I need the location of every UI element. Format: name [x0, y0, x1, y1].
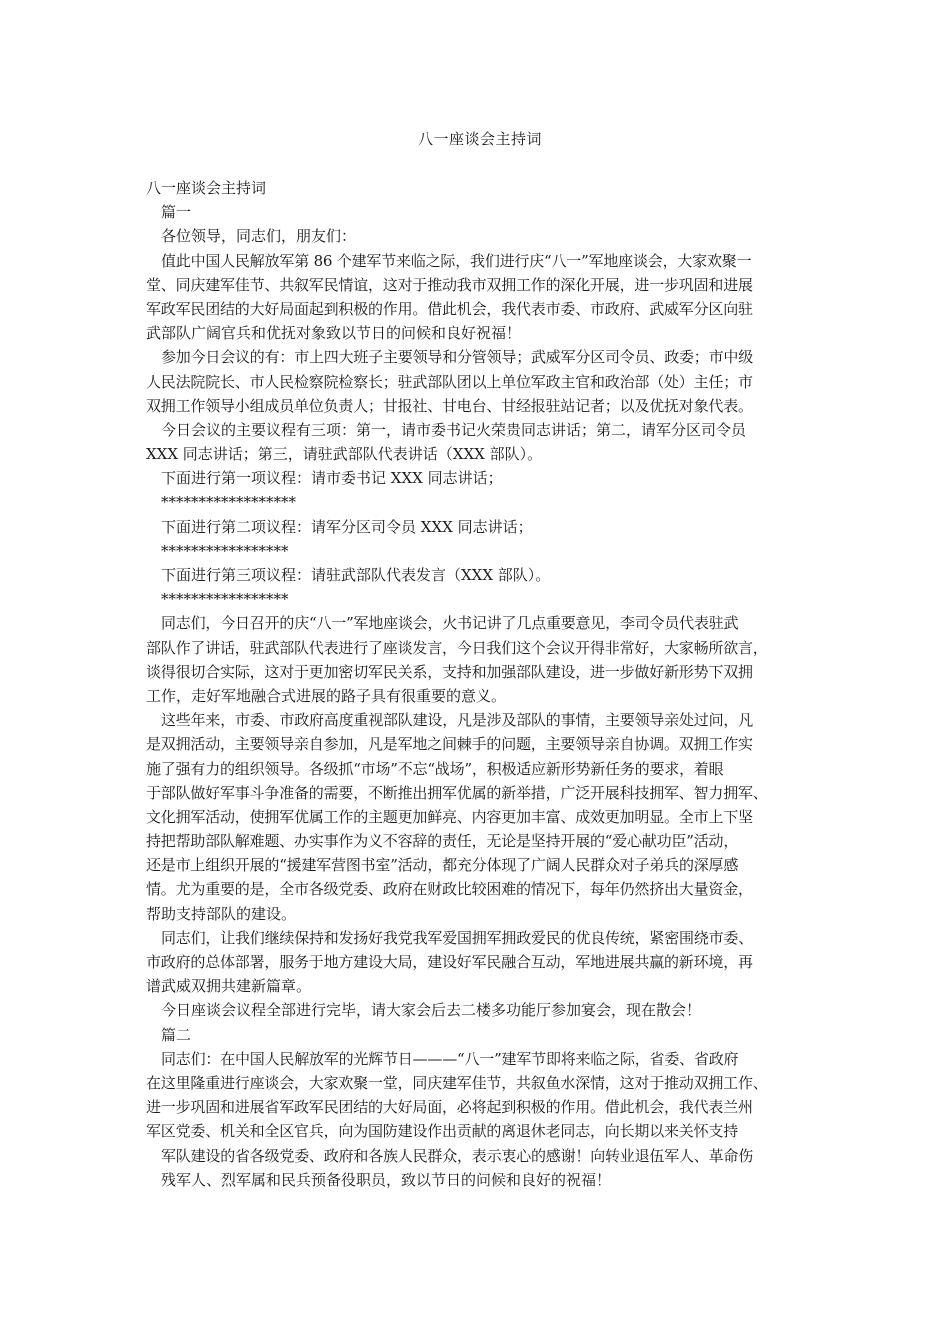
body-line: 各位领导，同志们，朋友们： — [161, 227, 357, 246]
body-line: 部队作了讲话，驻武部队代表进行了座谈发言，今日我们这个会议开得非常好，大家畅所欲言， — [146, 638, 768, 657]
body-line: 工作，走好军地融合式进展的路子具有很重要的意义。 — [146, 686, 507, 705]
body-line: 谱武威双拥共建新篇章。 — [146, 977, 312, 996]
body-line: 值此中国人民解放军第 86 个建军节来临之际，我们进行庆“八一”军地座谈会，大家欢聚一 — [161, 251, 752, 270]
body-line: ***************** — [161, 541, 289, 560]
body-line: 下面进行第二项议程：请军分区司令员 XXX 同志讲话； — [161, 517, 533, 536]
body-line: 在这里隆重进行座谈会，大家欢聚一堂，同庆建军佳节，共叙鱼水深情，这对于推动双拥工作、 — [146, 1073, 768, 1092]
body-line: 同志们，让我们继续保持和发扬好我党我军爱国拥军拥政爱民的优良传统，紧密围绕市委、 — [161, 928, 754, 947]
body-line: 同志们，今日召开的庆“八一”军地座谈会，火书记讲了几点重要意见，李司令员代表驻武 — [161, 614, 739, 633]
body-line: 下面进行第一项议程：请市委书记 XXX 同志讲话； — [161, 469, 503, 488]
body-line: 于部队做好军事斗争准备的需要，不断推出拥军优属的新举措，广泛开展科技拥军、智力拥军、 — [146, 783, 768, 802]
body-line: 双拥工作领导小组成员单位负责人；甘报社、甘电台、甘经报驻站记者；以及优抚对象代表。 — [146, 396, 753, 415]
body-line: 堂、同庆建军佳节、共叙军民情谊，这对于推动我市双拥工作的深化开展，进一步巩固和进展 — [146, 275, 753, 294]
body-line: 篇一 — [161, 203, 192, 222]
body-line: 市政府的总体部署，服务于地方建设大局，建设好军民融合互动，军地进展共赢的新环境，再 — [146, 953, 753, 971]
body-line: 持把帮助部队解难题、办实事作为义不容辞的责任，无论是坚持开展的“爱心献功臣”活动， — [146, 832, 739, 851]
body-line: 文化拥军活动，使拥军优属工作的主题更加鲜亮、内容更加丰富、成效更加明显。全市上下坚 — [146, 807, 753, 826]
body-line: 谈得很切合实际，这对于更加密切军民关系，支持和加强部队建设，进一步做好新形势下双拥 — [146, 662, 753, 681]
body-line: 这些年来，市委、市政府高度重视部队建设，凡是涉及部队的事情，主要领导亲处过问，凡 — [161, 711, 754, 730]
document-body — [146, 176, 814, 1192]
document-title: 八一座谈会主持词 — [417, 130, 542, 148]
body-line: 是双拥活动，主要领导亲自参加，凡是军地之间棘手的问题，主要领导亲自协调。双拥工作实 — [146, 735, 753, 754]
body-line: 八一座谈会主持词 — [146, 179, 267, 197]
body-line: 残军人、烈军属和民兵预备役职员，致以节日的问候和良好的祝福！ — [161, 1170, 612, 1189]
body-line: 进一步巩固和进展省军政军民团结的大好局面，必将起到积极的作用。借此机会，我代表兰州 — [146, 1098, 753, 1117]
body-line: 今日会议的主要议程有三项：第一，请市委书记火荣贵同志讲话；第二，请军分区司令员 — [161, 420, 747, 439]
body-line: 施了强有力的组织领导。各级抓“市场”不忘“战场”，积极适应新形势新任务的要求，着眼 — [146, 759, 724, 778]
body-line: 军政军民团结的大好局面起到积极的作用。借此机会，我代表市委、市政府、武威军分区向驻 — [146, 299, 753, 318]
body-line: 篇二 — [161, 1025, 192, 1044]
body-line: 人民法院院长、市人民检察院检察长；驻武部队团以上单位军政主官和政治部（处）主任；市 — [146, 372, 753, 391]
body-line: 参加今日会议的有：市上四大班子主要领导和分管领导；武威军分区司令员、政委；市中级 — [161, 348, 754, 367]
body-line: 下面进行第三项议程：请驻武部队代表发言（XXX 部队）。 — [161, 566, 551, 584]
body-line: XXX 同志讲话；第三，请驻武部队代表讲话（XXX 部队）。 — [146, 445, 543, 464]
body-line: 武部队广阔官兵和优抚对象致以节日的问候和良好祝福！ — [146, 324, 522, 343]
body-line: ***************** — [161, 590, 289, 609]
body-line: 帮助支持部队的建设。 — [146, 904, 297, 923]
body-line: ****************** — [161, 493, 296, 512]
body-line: 还是市上组织开展的“援建军营图书室”活动，都充分体现了广阔人民群众对子弟兵的深厚感 — [146, 856, 739, 875]
body-line: 今日座谈会议程全部进行完毕，请大家会后去二楼多功能厅参加宴会，现在散会！ — [161, 1001, 702, 1020]
body-line: 军队建设的省各级党委、政府和各族人民群众，表示衷心的感谢！向转业退伍军人、革命伤 — [161, 1146, 754, 1165]
body-line: 情。尤为重要的是，全市各级党委、政府在财政比较困难的情况下，每年仍然挤出大量资金， — [146, 880, 753, 899]
body-line: 军区党委、机关和全区官兵，向为国防建设作出贡献的离退休老同志，向长期以来关怀支持 — [146, 1122, 739, 1141]
body-line: 同志们：在中国人民解放军的光辉节日———“八一”建军节即将来临之际，省委、省政府 — [161, 1049, 739, 1068]
